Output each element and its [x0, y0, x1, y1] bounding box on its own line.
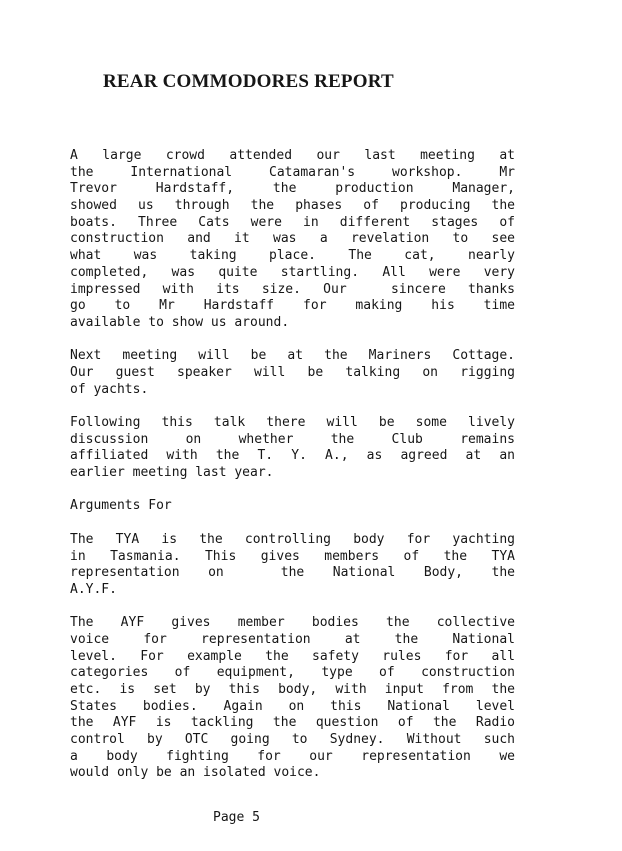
text-line: available to show us around.	[70, 314, 290, 330]
text-line: go to Mr Hardstaff for making his time	[70, 298, 515, 314]
paragraph	[70, 532, 515, 599]
text-line: of yachts.	[70, 381, 149, 397]
text-line: construction and it was a revelation to see	[70, 231, 515, 247]
text-line: Our guest speaker will be talking on rigging	[70, 364, 515, 380]
text-line: in Tasmania. This gives members of the TYA	[70, 548, 515, 564]
text-line: earlier meeting last year.	[70, 465, 274, 481]
text-line: The TYA is the controlling body for yachting	[70, 531, 515, 547]
text-line: Next meeting will be at the Mariners Cottage.	[70, 348, 515, 364]
text-line: the AYF is tackling the question of the Radio	[70, 715, 515, 731]
text-line: boats. Three Cats were in different stages of	[70, 214, 515, 230]
text-line: impressed with its size. Our sincere thanks	[70, 281, 515, 297]
page-number: Page 5	[213, 810, 260, 825]
page-title: REAR COMMODORES REPORT	[103, 71, 394, 92]
text-line: control by OTC going to Sydney. Without such	[70, 732, 515, 748]
paragraph	[70, 498, 515, 515]
text-line: would only be an isolated voice.	[70, 765, 321, 781]
text-line: A.Y.F.	[70, 581, 117, 597]
text-line: The AYF gives member bodies the collective	[70, 615, 515, 631]
text-line: what was taking place. The cat, nearly	[70, 248, 515, 264]
text-line: voice for representation at the National	[70, 631, 515, 647]
text-line: Trevor Hardstaff, the production Manager,	[70, 181, 515, 197]
text-line: affiliated with the T. Y. A., as agreed at an	[70, 448, 515, 464]
paragraph	[70, 348, 515, 398]
text-line: level. For example the safety rules for all	[70, 648, 515, 664]
paragraph	[70, 615, 515, 782]
text-line: categories of equipment, type of construction	[70, 665, 515, 681]
text-line: Arguments For	[70, 498, 172, 514]
report-body	[70, 148, 515, 799]
text-line: completed, was quite startling. All were very	[70, 264, 515, 280]
paragraph	[70, 415, 515, 482]
text-line: a body fighting for our representation we	[70, 748, 515, 764]
text-line: discussion on whether the Club remains	[70, 431, 515, 447]
text-line: showed us through the phases of producing the	[70, 198, 515, 214]
text-line: representation on the National Body, the	[70, 565, 515, 581]
text-line: States bodies. Again on this National level	[70, 698, 515, 714]
text-line: the International Catamaran's workshop. Mr	[70, 164, 515, 180]
text-line: Following this talk there will be some lively	[70, 415, 515, 430]
paragraph	[70, 148, 515, 332]
text-line: etc. is set by this body, with input from the	[70, 682, 515, 697]
text-line: A large crowd attended our last meeting at	[70, 148, 515, 163]
